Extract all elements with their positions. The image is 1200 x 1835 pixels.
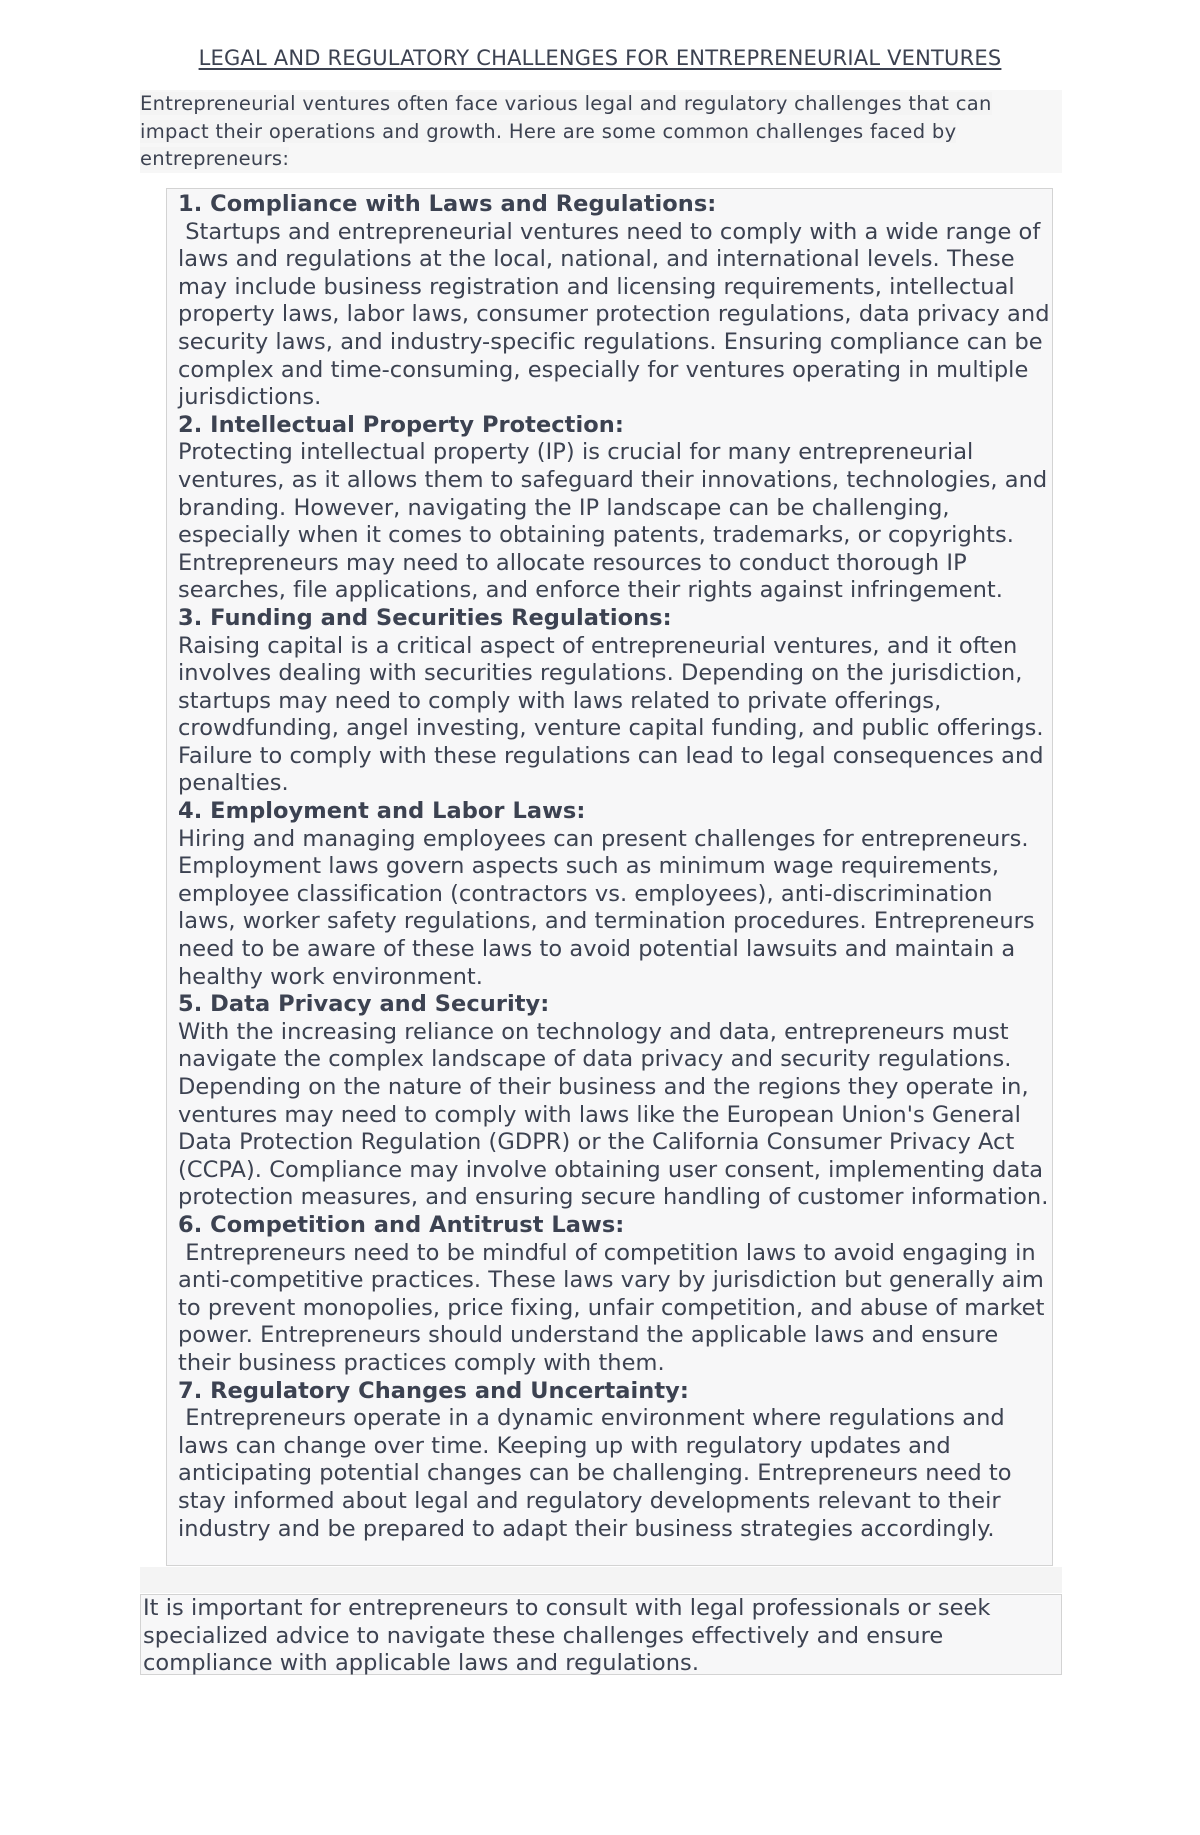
- item-body: Entrepreneurs operate in a dynamic environment where regulations and laws can change over time. Keeping up with regulatory updates and anticipating potential changes can be challenging. Entrepreneurs need to stay informed about legal and regulatory developments relevant to their industry and be prepared to adapt their business strategies accordingly.: [178, 1405, 1012, 1542]
- item-heading: 2. Intellectual Property Protection:: [178, 411, 624, 438]
- list-item: [178, 605, 1052, 798]
- list-item: [178, 412, 1052, 605]
- item-body: Protecting intellectual property (IP) is crucial for many entrepreneurial ventures, as it allows them to safeguard their innovations, technologies, and branding. However, navigating the IP landscape can be challenging, especially when it comes to obtaining patents, trademarks, or copyrights. Entrepreneurs may need to allocate resources to conduct thorough IP searches, file applications, and enforce their rights against infringement.: [178, 439, 1048, 604]
- item-body: Hiring and managing employees can present challenges for entrepreneurs. Employment laws govern aspects such as minimum wage requirements, employee classification (contractors vs. employees), anti-discrimination laws, worker safety regulations, and termination procedures. Entrepreneurs need to be aware of these laws to avoid potential lawsuits and maintain a healthy work environment.: [178, 825, 1035, 990]
- item-body: Raising capital is a critical aspect of entrepreneurial ventures, and it often involves dealing with securities regulations. Depending on the jurisdiction, startups may need to comply with laws related to private offerings, crowdfunding, angel investing, venture capital funding, and public offerings. Failure to comply with these regulations can lead to legal consequences and penalties.: [178, 632, 1044, 797]
- list-item: [178, 991, 1052, 1212]
- item-heading: 6. Competition and Antitrust Laws:: [178, 1211, 625, 1238]
- item-body: With the increasing reliance on technology and data, entrepreneurs must navigate the complex landscape of data privacy and security regulations. Depending on the nature of their business and the regions they operate in, ventures may need to comply with laws like the European Union's General Data Protection Regulation (GDPR) or the California Consumer Privacy Act (CCPA). Compliance may involve obtaining user consent, implementing data protection measures, and ensuring secure handling of customer information.: [178, 1018, 1049, 1211]
- challenges-list: [166, 188, 1053, 1566]
- item-heading: 1. Compliance with Laws and Regulations:: [178, 191, 717, 217]
- item-heading: 4. Employment and Labor Laws:: [178, 798, 586, 825]
- list-item: [178, 1212, 1052, 1378]
- spacer-band: [140, 1567, 1062, 1593]
- list-item: [178, 1378, 1052, 1544]
- item-heading: 5. Data Privacy and Security:: [178, 991, 550, 1018]
- intro-paragraph: [140, 90, 1062, 173]
- list-item: [178, 191, 1052, 412]
- item-body: Startups and entrepreneurial ventures need to comply with a wide range of laws and regulations at the local, national, and international levels. These may include business registration and licensing requirements, intellectual property laws, labor laws, consumer protection regulations, data privacy and security laws, and industry-specific regulations. Ensuring compliance can be complex and time-consuming, especially for ventures operating in multiple jurisdictions.: [178, 218, 1050, 411]
- list-item: [178, 798, 1052, 991]
- item-body: Entrepreneurs need to be mindful of competition laws to avoid engaging in anti-competitive practices. These laws vary by jurisdiction but generally aim to prevent monopolies, price fixing, unfair competition, and abuse of market power. Entrepreneurs should understand the applicable laws and ensure their business practices comply with them.: [178, 1239, 1045, 1376]
- item-heading: 3. Funding and Securities Regulations:: [178, 604, 672, 631]
- closing-paragraph: It is important for entrepreneurs to consult with legal professionals or seek specialized advice to navigate these challenges effectively and ensure compliance with applicable laws and regulations.: [140, 1594, 1062, 1675]
- item-heading: 7. Regulatory Changes and Uncertainty:: [178, 1377, 689, 1404]
- intro-text: Entrepreneurial ventures often face various legal and regulatory challenges that can impact their operations and growth. Here are some common challenges faced by entrepreneurs:: [140, 92, 992, 170]
- page-title: LEGAL AND REGULATORY CHALLENGES FOR ENTREPRENEURIAL VENTURES: [198, 46, 1002, 70]
